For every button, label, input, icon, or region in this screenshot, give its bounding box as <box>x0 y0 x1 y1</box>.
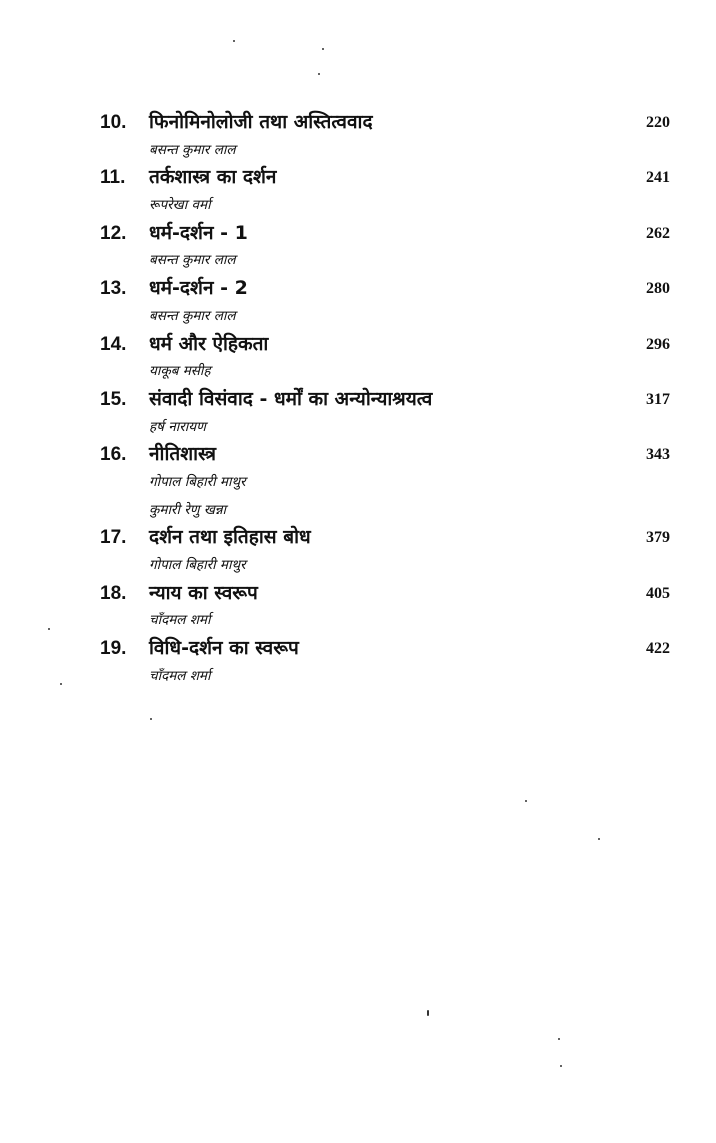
scan-speck <box>60 683 62 685</box>
table-of-contents <box>100 109 670 690</box>
toc-entry <box>100 109 670 137</box>
scan-speck <box>233 40 235 42</box>
chapter-title: दर्शन तथा इतिहास बोध <box>149 526 311 549</box>
scan-speck <box>558 1038 560 1040</box>
chapter-title: न्याय का स्वरूप <box>149 581 258 604</box>
author-name: गोपाल बिहारी माथुर <box>149 473 246 490</box>
chapter-number: 16. <box>100 444 127 466</box>
author-name: बसन्त कुमार लाल <box>149 252 236 269</box>
page-number: 280 <box>646 280 670 298</box>
author-name: हर्ष नारायण <box>149 418 206 435</box>
author-line <box>100 469 670 497</box>
author-line <box>100 247 670 275</box>
author-name: गोपाल बिहारी माथुर <box>149 557 246 573</box>
author-line <box>100 414 670 442</box>
chapter-number: 10. <box>100 112 127 133</box>
author-name: चाँदमल शर्मा <box>149 612 211 629</box>
author-name: याकूब मसीह <box>149 363 211 380</box>
scan-speck <box>150 718 152 720</box>
toc-entry <box>100 524 670 552</box>
chapter-title: विधि-दर्शन का स्वरूप <box>149 637 299 660</box>
author-line <box>100 137 670 165</box>
chapter-number: 14. <box>100 333 127 355</box>
page-number: 220 <box>646 114 670 131</box>
page-number: 343 <box>646 446 670 464</box>
toc-entry <box>100 635 670 663</box>
toc-entry <box>100 331 670 359</box>
toc-entry <box>100 220 670 248</box>
author-line <box>100 358 670 386</box>
toc-entry <box>100 441 670 469</box>
author-line <box>100 663 670 691</box>
scan-speck <box>525 800 527 802</box>
chapter-number: 18. <box>100 582 127 604</box>
toc-entry <box>100 164 670 192</box>
scan-speck <box>598 838 600 840</box>
author-name: बसन्त कुमार लाल <box>149 141 236 158</box>
chapter-title: फिनोमिनोलोजी तथा अस्तित्ववाद <box>149 111 373 133</box>
toc-entry <box>100 275 670 303</box>
chapter-number: 12. <box>100 222 127 244</box>
toc-entry <box>100 386 670 414</box>
chapter-title: संवादी विसंवाद - धर्मों का अन्योन्याश्रयत्व <box>149 387 433 410</box>
chapter-number: 13. <box>100 278 127 300</box>
chapter-number: 15. <box>100 388 127 410</box>
author-line <box>100 607 670 635</box>
page-number: 241 <box>646 169 670 187</box>
chapter-number: 19. <box>100 638 127 660</box>
page-number: 262 <box>646 224 670 242</box>
scan-speck <box>427 1010 429 1016</box>
page-number: 296 <box>646 335 670 353</box>
page-number: 405 <box>646 584 670 602</box>
scan-speck <box>560 1065 562 1067</box>
author-name: चाँदमल शर्मा <box>149 667 211 684</box>
page-number: 379 <box>646 529 670 547</box>
scan-speck <box>48 628 50 630</box>
chapter-title: तर्कशास्त्र का दर्शन <box>149 166 277 189</box>
page-number: 317 <box>646 390 670 408</box>
chapter-title: धर्म-दर्शन - 2 <box>149 277 248 300</box>
toc-entry <box>100 580 670 608</box>
author-name: बसन्त कुमार लाल <box>149 307 236 324</box>
chapter-title: धर्म-दर्शन - 1 <box>149 221 248 244</box>
scan-speck <box>322 48 324 50</box>
chapter-number: 17. <box>100 527 127 549</box>
chapter-number: 11. <box>100 167 126 189</box>
author-line <box>100 552 670 580</box>
chapter-title: धर्म और ऐहिकता <box>149 332 269 355</box>
author-name: कुमारी रेणु खन्ना <box>149 501 227 518</box>
scan-speck <box>318 73 320 75</box>
author-line <box>100 497 670 525</box>
page-number: 422 <box>646 640 670 658</box>
chapter-title: नीतिशास्त्र <box>149 443 216 466</box>
author-name: रूपरेखा वर्मा <box>149 197 211 214</box>
author-line <box>100 303 670 331</box>
author-line <box>100 192 670 220</box>
